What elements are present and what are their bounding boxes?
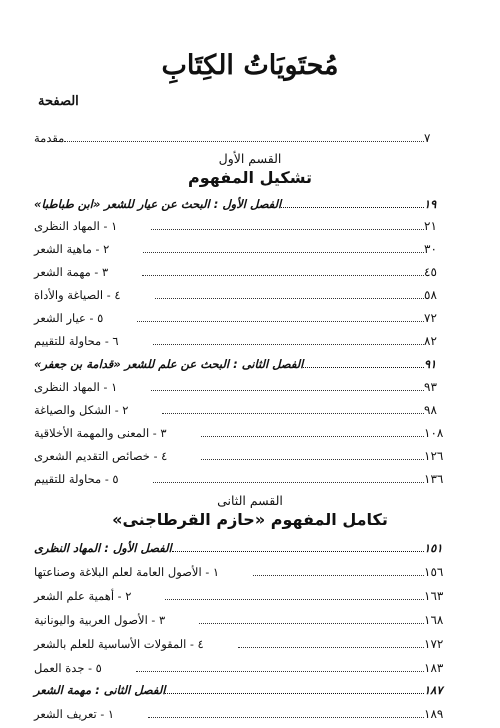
entry-page: ٧ <box>424 131 431 145</box>
toc-chapter <box>30 678 462 698</box>
chapter-page: ١٨٧ <box>424 683 443 697</box>
toc-entry <box>30 329 462 349</box>
toc-entry <box>30 375 462 395</box>
entry-label: ٥ - محاولة للتقييم <box>34 472 119 486</box>
leader-dots <box>148 717 424 718</box>
entry-page: ١٣٦ <box>424 472 444 486</box>
entry-page: ١٨٩ <box>424 707 444 721</box>
page-column-header: الصفحة <box>38 94 79 109</box>
toc-entry <box>30 608 462 628</box>
toc-entry <box>30 632 462 652</box>
entry-label: ٣ - الأصول العربية واليونانية <box>34 613 166 627</box>
leader-dots <box>238 647 424 648</box>
page-title: مُحتَويَاتُ الكِتَابِ <box>161 50 339 81</box>
entry-label: مقدمة <box>34 131 65 145</box>
leader-dots <box>201 436 424 437</box>
chapter-page: ٩١ <box>424 357 437 371</box>
entry-page: ١٧٢ <box>424 637 444 651</box>
leader-dots <box>136 671 424 672</box>
entry-label: ٢ - الشكل والصياغة <box>34 403 129 417</box>
part2-label: القسم الثانى <box>217 493 283 508</box>
toc-entry <box>30 398 462 418</box>
entry-label: ٣ - المعنى والمهمة الأخلاقية <box>34 426 167 440</box>
entry-page: ٩٣ <box>424 380 437 394</box>
entry-page: ١٢٦ <box>424 449 444 463</box>
entry-label: ٦ - محاولة للتقييم <box>34 334 119 348</box>
leader-dots <box>172 551 424 552</box>
toc-entry <box>30 306 462 326</box>
leader-dots <box>151 229 424 230</box>
part1-label: القسم الأول <box>218 151 282 166</box>
entry-page: ١٨٣ <box>424 661 444 675</box>
entry-page: ١٦٣ <box>424 589 444 603</box>
entry-page: ٤٥ <box>424 265 437 279</box>
entry-page: ٣٠ <box>424 242 437 256</box>
entry-label: ٢ - ماهية الشعر <box>34 242 110 256</box>
entry-page: ٩٨ <box>424 403 437 417</box>
entry-label: ٥ - جدة العمل <box>34 661 102 675</box>
entry-page: ١٦٨ <box>424 613 444 627</box>
leader-dots <box>137 321 424 322</box>
leader-dots <box>281 207 424 208</box>
entry-label: ٤ - خصائص التقديم الشعرى <box>34 449 168 463</box>
toc-chapter <box>30 352 462 372</box>
entry-label: ١ - الأصول العامة لعلم البلاغة وصناعتها <box>34 565 220 579</box>
toc-entry <box>30 237 462 257</box>
entry-label: ٤ - الصياغة والأداة <box>34 288 121 302</box>
entry-label: ٣ - مهمة الشعر <box>34 265 109 279</box>
entry-page: ١٠٨ <box>424 426 444 440</box>
entry-page: ٧٢ <box>424 311 437 325</box>
part2-title: تكامل المفهوم «حازم القرطاجنى» <box>112 510 388 529</box>
chapter-page: ١٩ <box>424 197 437 211</box>
leader-dots <box>153 344 424 345</box>
entry-page: ١٥٦ <box>424 565 444 579</box>
entry-label: ٢ - أهمية علم الشعر <box>34 589 132 603</box>
toc-entry <box>30 260 462 280</box>
chapter-page: ١٥١ <box>424 541 443 555</box>
entry-label: ٤ - المقولات الأساسية للعلم بالشعر <box>34 637 204 651</box>
leader-dots <box>253 575 424 576</box>
leader-dots <box>199 623 424 624</box>
leader-dots <box>165 693 424 694</box>
entry-label: ١ - المهاد النظرى <box>34 380 118 394</box>
toc-entry <box>30 214 462 234</box>
leader-dots <box>64 141 424 142</box>
entry-page: ٨٢ <box>424 334 437 348</box>
chapter-label: الفصل الأول : البحث عن عيار للشعر «ابن طباطبا» <box>34 197 282 211</box>
part1-title: تشكيل المفهوم <box>187 168 313 187</box>
toc-chapter <box>30 536 462 556</box>
leader-dots <box>153 482 424 483</box>
toc-entry <box>30 444 462 464</box>
toc-entry <box>30 702 462 722</box>
entry-page: ٥٨ <box>424 288 437 302</box>
toc-entry-intro <box>30 126 462 146</box>
leader-dots <box>303 367 424 368</box>
toc-entry <box>30 656 462 676</box>
toc-entry <box>30 421 462 441</box>
entry-page: ٢١ <box>424 219 437 233</box>
leader-dots <box>143 252 424 253</box>
toc-chapter <box>30 192 462 212</box>
leader-dots <box>201 459 424 460</box>
chapter-label: الفصل الثانى : البحث عن علم للشعر «قدامة بن جعفر» <box>34 357 304 371</box>
chapter-label: الفصل الأول : المهاد النظرى <box>34 541 172 555</box>
toc-entry <box>30 560 462 580</box>
leader-dots <box>155 298 424 299</box>
entry-label: ١ - المهاد النظرى <box>34 219 118 233</box>
toc-entry <box>30 283 462 303</box>
leader-dots <box>165 599 424 600</box>
entry-label: ٥ - عيار الشعر <box>34 311 104 325</box>
leader-dots <box>142 275 424 276</box>
toc-entry <box>30 584 462 604</box>
leader-dots <box>151 390 424 391</box>
chapter-label: الفصل الثانى : مهمة الشعر <box>34 683 166 697</box>
toc-entry <box>30 467 462 487</box>
entry-label: ١ - تعريف الشعر <box>34 707 115 721</box>
leader-dots <box>162 413 424 414</box>
